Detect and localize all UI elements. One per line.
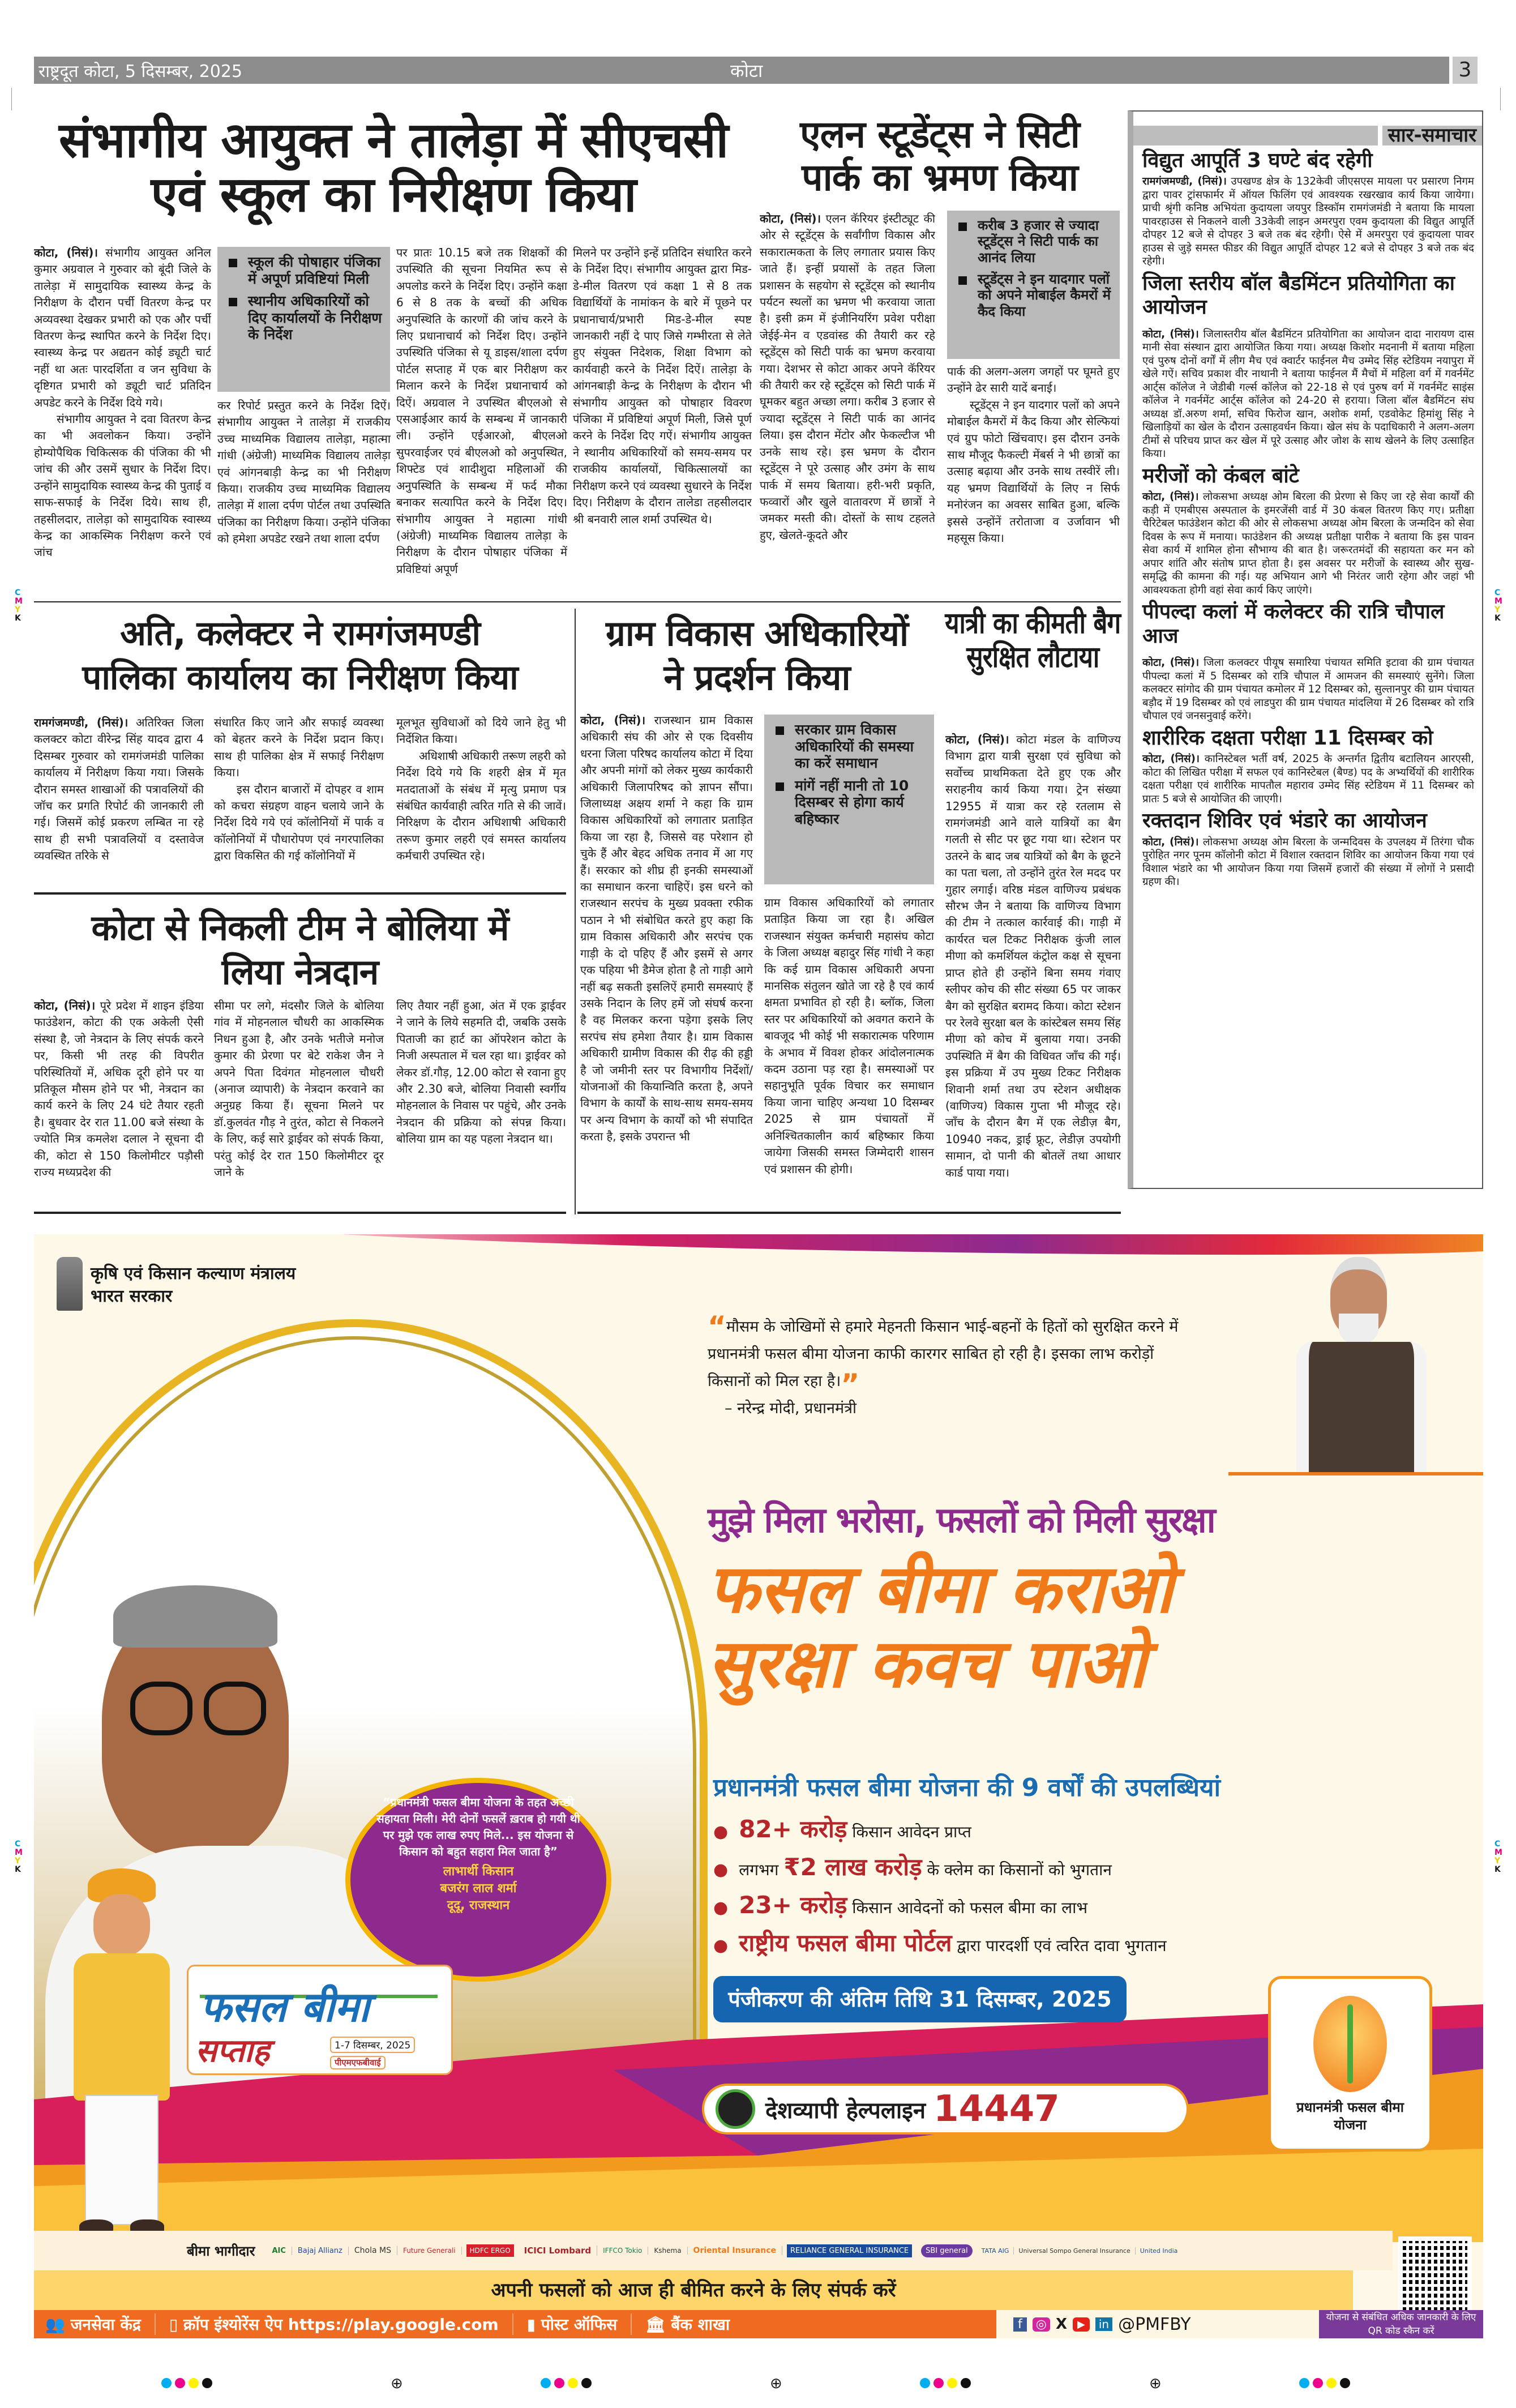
highlight-item: करीब 3 हजार से ज्यादा स्टूडेंट्स ने सिटी पार्क का आनंद लिया: [956, 217, 1113, 266]
youtube-icon[interactable]: ▶: [1073, 2317, 1090, 2332]
article-column: [760, 211, 935, 596]
article-text: संभागीय आयुक्त अनिल कुमार अग्रवाल ने गुरुवार को बूंदी जिले के तालेड़ा में सामुदायिक स्वास्थ्य केन्द्र के निरीक्षण के दौरान पर्ची वितरण केन्द्र पर अव्यवस्था देखकर प्रभारी को एक और पर्ची वितरण केन्द्र स्थापित करने के निर्देश दिए। स्वास्थ्य केन्द्र पर अद्यतन कोई ड्यूटी चार्ट नहीं था अतः पारदर्शिता व जन सुविधा के दृष्टिगत प्रभारी को ड्यूटी चार्ट प्रतिदिन अपडेट करने के निर्देश दिये गये।: [34, 246, 211, 409]
national-emblem-icon: [57, 1257, 83, 1311]
postbox-icon: ▮: [526, 2315, 541, 2334]
achievement-figure: 23+ करोड़: [739, 1891, 847, 1919]
sidebar-label-text: सार-समाचार: [1382, 126, 1482, 146]
testimonial-place: दूदू, राजस्थान: [447, 1898, 510, 1913]
highlight-item: सरकार ग्राम विकास अधिकारियों की समस्या का करें समाधान: [773, 721, 927, 772]
article-text: मूलभूत सुविधाओं को दिये जाने हेतु भी निर्देशित किया।: [396, 716, 566, 746]
brief-title: मरीजों को कंबल बांटे: [1142, 464, 1299, 487]
article-column: [217, 397, 391, 596]
channel-app[interactable]: ▯ क्रॉप इंश्योरेंस ऐप https://play.google.com: [156, 2313, 513, 2335]
article-text: लिए तैयार नहीं हुआ, अंत में एक ड्राईवर ने जाने के लिये सहमति दी, जबकि उसके पिताजी का हार्ट का ऑपरेशन कोटा के निजी अस्पताल में चल रहा था। ड्राईवर को लेकर डॉ.गौड़, 12.00 कोटा से रवाना हुए और 2.30 बजे, बोलिया निवासी स्वर्गीय मोहनलाल के निवास पर पहुंचे, और उनके नेत्रदान की प्रक्रिया को संपन्न किया। बोलिया ग्राम का यह पहला नेत्रदान था।: [396, 999, 566, 1146]
partner-logo: Chola MS: [349, 2246, 397, 2255]
article-headline: [34, 113, 753, 223]
partner-logo: AIC: [266, 2247, 292, 2255]
helpline-badge: [702, 2084, 1189, 2135]
highlight-box: [764, 715, 934, 884]
divider: [34, 1212, 566, 1214]
article-text: पर प्रातः 10.15 बजे तक शिक्षकों की उपस्थिति की सूचना नियमित रूप से अपलोड करने के निर्देश दिए। उन्होंने कक्षा 6 से 8 तक के बच्चों की अधिक अनुपस्थिति के कारणों की जांच करने के लिए प्रधानाचार्य को निर्देश दिए। उन्होंने उपस्थिति पंजिका से यू डाइस/शाला दर्पण पोर्टल सप्ताह में एक बार निरीक्षण कर मिलान करने के निर्देश प्रधानाचार्य को दिऐं। अग्रवाल ने उपस्थित बीएलओ से एसआईआर कार्य के सम्बन्ध में जानकारी ली। उन्होंने एईआरओ, बीएलओ सुपरवाईजर एवं बीएलओ को अनुपस्थित, शिफ्टेड एवं शादीशुदा महिलाओं की अनुपस्थिति के सम्बन्ध में फर्द मौका बनाकर सत्यापित करने के निर्देश दिए। संभागीय आयुक्त ने महात्मा गांधी (अंग्रेजी) माध्यमिक विद्यालय तालेड़ा के निरीक्षण के दौरान पोषाहार पंजिका में प्रविष्टियां अपूर्ण: [396, 246, 567, 576]
brief-item: [1142, 464, 1474, 597]
insurance-partners-row: [34, 2231, 1393, 2270]
ad-slogan: [708, 1551, 1251, 1701]
article-text: मिलने पर उन्होंने इन्हें प्रतिदिन संधारित करने के निर्देश दिए। संभागीय आयुक्त द्वारा मिड-डे-मील वितरण एवं कक्षा 1 से 8 तक विद्यार्थियों के नामांकन के बारे में पूछने पर प्रधानाचार्य/प्रभारी मिड-डे-मील स्पष्ट जानकारी नहीं दे पाए जिसे गम्भीरता से लेते हुए संयुक्त निदेशक, शिक्षा विभाग को कार्यवाही करने के निर्देश दिऐं। तालेड़ा के आंगनबाड़ी केन्द्र के निरीक्षण के दौरान भी संभागीय आयुक्त को पोषाहार विवरण पंजिका में प्रविष्टियां अपूर्ण मिली, जिसे पूर्ण करने के निर्देश दिए गऐं। संभागीय आयुक्त ने स्थानीय अधिकारियों को समय-समय पर राजकीय कार्यालयों, चिकित्सालयों का निरीक्षण करने एवं व्यवस्था सुधारने के निर्देश दिए। निरीक्षण के दौरान तालेडा तहसीलदार श्री बनवारी लाल शर्मा उपस्थित थे।: [573, 246, 752, 526]
farmer-testimonial-bubble: [345, 1778, 611, 1982]
article-headline: [759, 113, 1121, 199]
cartoon-farmer-illustration: [57, 1868, 187, 2242]
crop-mark: [11, 88, 12, 110]
ministry-line: भारत सरकार: [91, 1286, 173, 1306]
article-text: इस दौरान बाजारों में दोपहर व शाम को कचरा संग्रहण वाहन चलाये जाने के निर्देश दिये गये एवं कॉलोनियों में पार्क व कॉलोनियों में पौधारोपण एवं नगरपालिका द्वारा विकसित की गई कॉलोनियों में: [214, 782, 384, 863]
partner-logo: IFFCO Tokio: [597, 2247, 648, 2255]
channel-jansewa: 👥 जनसेवा केंद्र: [34, 2313, 156, 2335]
people-icon: 👥: [45, 2315, 71, 2334]
brief-title: रक्तदान शिविर एवं भंडारे का आयोजन: [1142, 809, 1427, 833]
article-column: [34, 245, 211, 596]
partner-logo: Kshema: [648, 2247, 687, 2255]
crosshair-mark: ⊕: [770, 2375, 782, 2392]
article-headline: यात्री का कीमती बैग सुरक्षित लौटाया: [945, 606, 1121, 674]
dateline: कोटा, (निसं)।: [1142, 328, 1199, 340]
pmfby-advertisement: [34, 1234, 1483, 2338]
highlight-item: मांगें नहीं मानी तो 10 दिसम्बर से होगा कार्य बहिष्कार: [773, 777, 927, 828]
article-column: [396, 998, 566, 1207]
testimonial-label: लाभार्थी किसान: [443, 1864, 514, 1879]
partner-logo: SBI general: [921, 2244, 973, 2257]
cmyk-mark: C M Y K: [1494, 1840, 1502, 1874]
mobile-icon: ▯: [169, 2315, 183, 2334]
quote-text: मौसम के जोखिमों से हमारे मेहनती किसान भाई-बहनों के हितों को सुरक्षित करने में प्रधानमंत्री फसल बीमा योजना काफी कारगर साबित हो रही है। इसका लाभ करोड़ों किसानों को मिल रहा है।: [708, 1318, 1179, 1390]
partner-logo: TATA AIG: [977, 2247, 1014, 2255]
highlight-item: स्टूडेंट्स ने इन यादगार पलों को अपने मोबाईल कैमरों में कैद किया: [956, 271, 1113, 319]
brief-title: पीपल्दा कलां में कलेक्टर की रात्रि चौपाल आज: [1142, 600, 1445, 648]
logo-title: फसल बीमा: [200, 1983, 370, 2031]
dateline: कोटा, (निसं)।: [945, 733, 1009, 746]
article-headline: [579, 611, 935, 699]
headline-line: एवं स्कूल का निरीक्षण किया: [151, 166, 636, 224]
headline-line: एलन स्टूडेंट्स ने सिटी: [800, 113, 1080, 156]
headline-line: ग्राम विकास अधिकारियों: [605, 613, 909, 654]
article-text: कोटा मंडल के वाणिज्य विभाग द्वारा यात्री सुरक्षा एवं सुविधा को सर्वोच्च प्राथमिकता देते हुए एक और सराहनीय कार्य किया गया। ट्रेन संख्या 12955 में यात्रा कर रहे रतलाम से रामगंजमंडी आने वाले यात्रियों का बैग गलती से सीट पर छूट गया था। स्टेशन पर उतरने के बाद जब यात्रियों को बैग के छूटने का पता चला, तो उन्होंने तुरंत रेल मदद पर गुहार लगाई। वरिष्ठ मंडल वाणिज्य प्रबंधक सौरभ जैन ने बताया कि वाणिज्य विभाग की टीम ने तत्काल कार्रवाई की। गाड़ी में कार्यरत चल टिकट निरीक्षक कुंजी लाल मीणा को कमर्शियल कंट्रोल कक्ष से सूचना प्राप्त होते ही उन्होंने बिना समय गंवाए स्लीपर कोच की सीट संख्या 65 पर जाकर बैग को सुरक्षित बरामद किया। कोटा स्टेशन पर रेलवे सुरक्षा बल के कांस्टेबल समय सिंह मीणा को कोच में बुलाया गया। उनकी उपस्थिति में बैग की विधिवत जाँच की गई। इस प्रक्रिया में उप मुख्य टिकट निरीक्षक शिवानी शर्मा तथा उप स्टेशन अधीक्षक (वाणिज्य) विकास गुप्ता भी मौजूद रहे। जाँच के दौरान बैग में एक लेडीज़ बैग, 10940 नकद, ड्राई फ्रूट, लेडीज़ उपयोगी सामान, दो पानी की बोतलें तथा आधार कार्ड पाया गया।: [945, 733, 1121, 1179]
logo-text: प्रधानमंत्री फसल बीमा योजना: [1296, 2099, 1404, 2133]
brief-item: [1142, 600, 1474, 722]
divider: [577, 1212, 1121, 1214]
glasses-icon: [130, 1682, 192, 1735]
article-text: कर रिपोर्ट प्रस्तुत करने के निर्देश दिऐं। संभागीय आयुक्त ने तालेड़ा में राजकीय उच्च माध्यमिक विद्यालय तालेड़ा, महात्मा गांधी (अंग्रेजी) माध्यमिक विद्यालय तालेड़ा एवं आंगनबाड़ी केन्द्र का भी निरीक्षण किया। राजकीय उच्च माध्यमिक विद्यालय तालेड़ा में शाला दर्पण पोर्टल तथा उपस्थिति पंजिका का निरीक्षण किया। उन्होंने पंजिका को हमेशा अपडेट रखने तथा शाला दर्पण: [217, 399, 391, 546]
achievement-figure: 82+ करोड़: [739, 1815, 847, 1843]
brief-text: जिलास्तरीय बॉल बैडमिंटन प्रतियोगिता का आयोजन दादा नारायण दास मानी सेवा संस्थान द्वारा आयोजित किया गया। अध्यक्ष किशोर मदनानी में बताया महिला एवं पुरुष दोनों वर्गों में लीग मैच एवं क्वार्टर फाईनल मैच उम्मेद सिंह स्टेडियम नयापुरा में खेले गऐं। सचिव प्रकाश वीर नाथानी ने बताया फाईनल मैं मैचों में महिला वर्ग में गवर्नमेंट आर्ट्स कॉलेज ने जेडीबी गर्ल्स कॉलेज को 22-18 से एवं पुरुष वर्ग में गवर्नमेंट साइंस कॉलेज ने गवर्नमेंट आर्ट्स कॉलेज को 24-20 से हराया। जिला बॉल बैडमिंटन संघ अध्यक्ष डॉ.अरुण शर्मा, सचिव फिरोज खान, अशोक शर्मा, एडवोकेट हिमांशु सिंह ने खिलाड़ियों का खेल के दौरान उत्साहवर्धन किया। खेल संघ के पदाधिकारी ने अलग-अलग टीमों से परिचय प्राप्त कर खेल में पूरे उत्साह और जोश के साथ खेलने के लिए उत्साहित किया।: [1142, 328, 1475, 460]
column-divider: [575, 609, 576, 1214]
achievement-figure: राष्ट्रीय फसल बीमा पोर्टल: [739, 1929, 952, 1957]
highlight-item: स्थानीय अधिकारियों को दिए कार्यालयों के निरीक्षण के निर्देश: [226, 293, 383, 343]
ministry-name: [91, 1263, 296, 1308]
qr-instruction: योजना से संबंधित अधिक जानकारी के लिए QR कोड स्कैन करें: [1319, 2310, 1483, 2338]
article-headline-wrap: [944, 607, 1121, 726]
dateline: कोटा, (निसं)।: [760, 212, 821, 225]
slogan-line: फसल बीमा कराओ: [708, 1550, 1174, 1628]
article-text: संभागीय आयुक्त ने दवा वितरण केन्द्र का भी अवलोकन किया। उन्होंने होम्योपैथिक चिकित्सक की पंजिका की भी जांच की और उसमें सुधार के निर्देश दिए। उन्होंने सामुदायिक स्वास्थ्य केन्द्र की पुताई व साफ-सफाई के निर्देश दिये। साथ ही, तहसीलदार, तालेड़ा को सामुदायिक स्वास्थ्य केन्द्र का आकस्मिक निरीक्षण करने एवं जांच: [34, 412, 211, 559]
article-column: [396, 715, 566, 884]
article-column: [573, 245, 752, 596]
social-links: [996, 2310, 1319, 2338]
brief-text: जिला कलक्टर पीयूष समारिया पंचायत समिति इटावा की ग्राम पंचायत पीपल्दा कलां में 5 दिसम्बर को रात्रि चौपाल में आमजन की समस्याएं सुनेंगे। जिला कलक्टर सांगोद की ग्राम पंचायत कमोलर में 12 दिसम्बर को, सुल्तानपुर की ग्राम पंचायत बड़ौद में 19 दिसम्बर को एवं लाडपुरा की ग्राम पंचायत मांदलिया में 26 दिसम्बर को रात्रि चौपाल एवं जनसनुवाई करेंगे।: [1142, 657, 1474, 722]
brief-title: जिला स्तरीय बॉल बैडमिंटन प्रतियोगिता का आयोजन: [1142, 271, 1455, 319]
farmer-hair: [113, 1585, 277, 1648]
article-text: अतिरिक्त जिला कलक्टर कोटा वीरेन्द्र सिंह यादव द्वारा 4 दिसम्बर गुरुवार को रामगंजमंडी पालिका कार्यालय में निरीक्षण किया गया। जिसके दौरान समस्त शाखाओं की पत्रावलियों की जॉच कर प्रगति रिपोर्ट की जानकारी ली गई। जिसमें कोई प्रकरण लम्बित ना रहे साथ ही सभी पत्रावलियों व दस्तावेज व्यवस्थित तरिके से: [34, 716, 204, 863]
dateline: कोटा, (निसं)।: [34, 246, 98, 259]
ad-tagline: मुझे मिला भरोसा, फसलों को मिली सुरक्षा: [708, 1499, 1215, 1541]
facebook-icon[interactable]: f: [1013, 2317, 1027, 2332]
headline-line: पार्क का भ्रमण किया: [802, 155, 1078, 199]
highlight-item: स्कूल की पोषाहार पंजिका में अपूर्ण प्रविष्टियां मिली: [226, 254, 383, 287]
highlight-box: [947, 211, 1120, 359]
brief-item: [1142, 809, 1474, 888]
partner-logo: HDFC ERGO: [466, 2244, 514, 2257]
article-text: सीमा पर लगे, मंदसौर जिले के बोलिया गांव में मोहनलाल चौधरी का आकस्मिक निधन हुआ है, और उनके भतीजे मनोज कुमार की प्रेरणा पर बेटे राकेश जैन ने अपने पिता दिवंगत मोहनलाल चौधरी (अनाज व्यापारी) के नेत्रदान करवाने का अनुग्रह किया हैं। सूचना मिलने पर डॉ.कुलवंत गौड़ ने तुरंत, कोटा से निकलने के लिए, कई सारे ड्राईवर को संपर्क किया, परंतु कोई देर रात 150 किलोमीटर दूर जाने के: [214, 999, 384, 1179]
article-column: [34, 998, 204, 1207]
qr-code[interactable]: [1398, 2236, 1472, 2316]
article-column: [214, 998, 384, 1207]
article-headline: [34, 906, 566, 994]
partner-logo: Oriental Insurance: [688, 2246, 782, 2255]
partner-logo: Universal Sompo General Insurance: [1014, 2247, 1135, 2255]
highlight-box: [217, 247, 390, 392]
pmfby-logo: [1268, 1976, 1432, 2152]
helpline-number: 14447: [933, 2088, 1060, 2130]
quote-attribution: – नरेन्द्र मोदी, प्रधानमंत्री: [725, 1400, 857, 1417]
logo-tag: पीएमएफबीवाई: [330, 2056, 386, 2069]
quote-open-icon: “: [708, 1310, 726, 1343]
prime-minister-photo: [1262, 1257, 1461, 1472]
brief-text: उपखण्ड क्षेत्र के 132केवी जीएसएस मायला पर प्रसारण निगम द्वारा पावर ट्रांसफार्मर में ऑयल फिलिंग एवं आवश्यक रखरखाव कार्य किया जायेगा। प्राची श्रृंगी कनिष्ठ अभियंता कुदायला जयपुर डिस्कॉम रामगंजमंडी ने बताया कि मायला पावरहाउस से निकलने वाली 33केवी लाइन अमरपुरा एवम कुदायला की विद्युत आपूर्ति दोपहर 12 बजे से दोपहर 3 बजे तक बंद रहेगी। ऐसे में अमरपुरा एवं कुदायला पावर हाउस से जुड़े समस्त फीडर की विद्युत आपूर्ति दोपहर 12 बजे से दोपहर 3 बजे तक बंद रहेगी।: [1142, 176, 1474, 268]
article-text: पार्क की अलग-अलग जगहों पर घूमते हुए उन्होंने ढेर सारी यादें बनाई।: [947, 365, 1120, 395]
registration-marks: [1299, 2378, 1354, 2390]
channels-bar: [34, 2310, 996, 2338]
registration-marks: [161, 2378, 216, 2390]
article-column: [945, 732, 1121, 1211]
dateline: कोटा, (निसं)।: [580, 713, 646, 727]
brief-item: [1142, 726, 1474, 806]
quote-close-icon: ”: [841, 1368, 860, 1401]
achievement-figure: ₹2 लाख करोड़: [783, 1853, 922, 1881]
brief-text: लोकसभा अध्यक्ष ओम बिरला की प्रेरणा से किए जा रहे सेवा कार्यों की कड़ी में एमबीएस अस्पताल के इमरजेंसी वार्ड में 30 कंबल वितरण किए गए। प्रतीक्षा चैरिटेबल फाउंडेशन कोटा की ओर से लोकसभा अध्यक्ष ओम बिरला के जन्मदिन को सेवा दिवस के रूप में मनाया। फाउंडेशन की अध्यक्ष प्रतीक्षा पारीक ने बताया कि इस पावन सेवा कार्य में शामिल होना सौभाग्य की बात है। जरूरतमंदों की सहायता कर मन को अपार शांति और संतोष प्राप्त होता है। इस अवसर पर मरीजों के स्वास्थ्य और सुख-समृद्धि की कामना की गई। यह अभियान आगे भी निरंतर जारी रहेगा और जहां भी आवश्यकता होगी वहां सेवा कार्य किए जाएंगे।: [1142, 491, 1474, 596]
logo-subtitle: सप्ताह: [195, 2033, 270, 2069]
article-column: [34, 715, 204, 884]
dateline: कोटा, (निसं)।: [1142, 491, 1199, 503]
article-text: स्टूडेंट्स ने इन यादगार पलों को अपने मोबाईल कैमरों में कैद किया और सेल्फियां एवं ग्रुप फोटो खिंचवाए। इस दौरान उनके साथ मौजूद फैकल्टी मेंबर्स ने भी छात्रों का उत्साह बढ़ाया और उनके साथ तस्वीरें ली। यह भ्रमण विद्यार्थियों के लिए न सिर्फ मनोरंजन का अवसर साबित हुआ, बल्कि इससे उन्होंनें तरोताजा व उर्जावान भी महसूस किया।: [947, 397, 1120, 545]
achievement-item: ● 23+ करोड़ किसान आवेदनों को फसल बीमा का लाभ: [713, 1891, 1088, 1919]
headline-line: लिया नेत्रदान: [221, 951, 379, 993]
logo-dates: 1-7 दिसम्बर, 2025: [330, 2037, 415, 2053]
news-brief-sidebar: [1128, 110, 1483, 1189]
helpline-label: देशव्यापी हेल्पलाइन: [765, 2097, 926, 2124]
crosshair-mark: ⊕: [391, 2375, 403, 2392]
article-text: अधिशाषी अधिकारी तरूण लहरी को निर्देश दिये गये कि शहरी क्षेत्र में मृत मतदाताओं के संबंध में मृत्यु प्रमाण पत्र संबंधित कार्यवाही त्वरित गति से की जावें। निरिक्षण के दौरान अधिशाषी अधिकारी तरूण कुमार लहरी एवं समस्त कार्यालय कर्मचारी उपस्थित रहे।: [396, 749, 566, 863]
headline-line: अति, कलेक्टर ने रामगंजमण्डी: [120, 614, 480, 653]
phone-farmer-icon: [716, 2089, 755, 2129]
divider: [34, 892, 566, 895]
x-icon[interactable]: X: [1055, 2316, 1067, 2333]
brief-item: [1142, 149, 1474, 268]
divider: [1228, 1472, 1483, 1475]
glasses-icon: [204, 1682, 266, 1735]
brief-text: कानिस्टेबल भर्ती वर्ष, 2025 के अन्तर्गत द्वितीय बटालियन आरएसी, कोटा की लिखित परीक्षा में सफल एवं कानिस्टेबल (बैण्ड) पद के अभ्यर्थियों की शारीरिक दक्षता परीक्षा एवं शारीरिक मापतौल महाराव उम्मेद सिंह स्टेडियम में 11 दिसम्बर को प्रातः 5 बजे से आयोजित की जाएगी।: [1142, 753, 1474, 805]
article-column: [764, 895, 934, 1212]
achievements-title: प्रधानमंत्री फसल बीमा योजना की 9 वर्षों की उपलब्धियां: [713, 1773, 1220, 1802]
testimonial-text: “प्रधानमंत्री फसल बीमा योजना के तहत अच्छी सहायता मिली। मेरी दोनों फसलें ख़राब हो गयी थी पर मुझे एक लाख रुपए मिले... इस योजना से किसान को बहुत सहारा मिल जाता है”: [376, 1795, 580, 1858]
channel-bank: 🏛 बैंक शाखा: [645, 2315, 730, 2334]
crosshair-mark: ⊕: [1149, 2375, 1162, 2392]
dateline: रामगंजमण्डी, (निसं)।: [34, 716, 129, 729]
slogan-line: सुरक्षा कवच पाओ: [708, 1624, 1146, 1703]
achievements-list: [713, 1812, 1257, 1964]
dateline: कोटा, (निसं)।: [1142, 836, 1199, 848]
page-number: 3: [1453, 57, 1478, 84]
testimonial-name: बजरंग लाल शर्मा: [440, 1881, 517, 1896]
brief-item: [1142, 272, 1474, 461]
partners-label: बीमा भागीदार: [187, 2243, 255, 2259]
wheat-hands-icon: [1313, 1996, 1387, 2092]
headline-line: संभागीय आयुक्त ने तालेड़ा में सीएचसी: [58, 112, 729, 169]
partner-logo: RELIANCE GENERAL INSURANCE: [787, 2244, 912, 2257]
dateline: कोटा, (निसं)।: [1142, 657, 1200, 669]
article-text: एलन कॅरियर इंस्टीट्यूट की ओर से स्टूडेंट्स के सर्वांगीण विकास और सकारात्मकता के लिए लगातार प्रयास किए जाते हैं। इन्हीं प्रयासों के तहत जिला प्रशासन के सहयोग से स्टूडेंट्स को स्थानीय पर्यटन स्थलों का भ्रमण भी करवाया जाता है। इसी क्रम में इंजीनियरिंग प्रवेश परीक्षा जेईई-मेन व एडवांस्ड की तैयारी कर रहे स्टूडेंट्स को सिटी पार्क का भ्रमण करवाया गया। देशभर से कोटा आकर अपने कॅरियर की तैयारी कर रहे स्टूडेंट्स को सिटी पार्क में घूमकर बहुत अच्छा लगा। करीब 3 हजार से ज्यादा स्टूडेंट्स ने सिटी पार्क का आनंद लिया। इस दौरान मेंटोर और फेकल्टीज भी उनके साथ रहे। इस भ्रमण के दौरान स्टूडेंट्स ने पूरे उत्साह और उमंग के साथ पार्क में समय बिताया। हरी-भरी प्रकृति, फव्वारों और खुले वातावरण में छात्रों ने जमकर मस्ती की। दोस्तों के साथ टहलते हुए, खेलते-कूदते और: [760, 212, 935, 542]
article-column: [947, 363, 1120, 596]
divider: [34, 601, 1121, 602]
crop-mark: [1500, 88, 1501, 110]
deadline-text: पंजीकरण की अंतिम तिथि 31 दिसम्बर, 2025: [728, 1987, 1112, 2012]
partner-logo: United India: [1140, 2247, 1178, 2255]
cmyk-mark: C M Y K: [15, 588, 23, 623]
article-column: [214, 715, 384, 884]
achievement-item: ● राष्ट्रीय फसल बीमा पोर्टल द्वारा पारदर्शी एवं त्वरित दावा भुगतान: [713, 1929, 1167, 1957]
ministry-line: कृषि एवं किसान कल्याण मंत्रालय: [91, 1264, 296, 1284]
channel-post-office: ▮ पोस्ट ऑफिस: [513, 2313, 632, 2335]
dateline: कोटा, (निसं)।: [1142, 753, 1200, 765]
article-column: [580, 712, 753, 1211]
headline-line: ने प्रदर्शन किया: [663, 656, 850, 698]
headline-line: कोटा से निकली टीम ने बोलिया में: [91, 907, 509, 948]
article-headline: [34, 611, 566, 700]
registration-marks: [920, 2378, 974, 2390]
brief-text: लोकसभा अध्यक्ष ओम बिरला के जन्मदिवस के उपलक्ष्य में तिरंगा चौक पुरोहित नगर पूनम कॉलोनी कोटा में विशाल रक्तदान शिविर का आयोजन किया गया एवं विशाल भंडारे का भी आयोजन किया गया जिसमें हजारों की संख्या में लोगों ने प्रसादी ग्रहण की।: [1142, 836, 1474, 888]
instagram-icon[interactable]: ◎: [1033, 2317, 1050, 2332]
contact-call-to-action: अपनी फसलों को आज ही बीमित करने के लिए संपर्क करें: [34, 2270, 1353, 2310]
bank-icon: 🏛: [645, 2315, 671, 2334]
edition-date: राष्ट्रदूत कोटा, 5 दिसम्बर, 2025: [38, 61, 243, 82]
partner-logo: ICICI Lombard: [519, 2246, 597, 2256]
registration-marks: [541, 2378, 595, 2390]
achievement-item: ● लगभग ₹2 लाख करोड़ के क्लेम का किसानों को भुगतान: [713, 1853, 1112, 1881]
cmyk-mark: C M Y K: [1494, 588, 1502, 623]
partner-logo: Future Generali: [397, 2247, 462, 2255]
fasal-bima-saptah-logo: [187, 1965, 453, 2075]
dateline: रामगंजमण्डी, (निसं)।: [1142, 176, 1227, 188]
partner-logo: Bajaj Allianz: [292, 2247, 349, 2255]
cmyk-mark: C M Y K: [15, 1840, 23, 1874]
social-handle: @PMFBY: [1118, 2314, 1191, 2334]
pm-quote: [708, 1310, 1194, 1422]
article-text: ग्राम विकास अधिकारियों को लगातार प्रताड़ित किया जा रहा है। अखिल राजस्थान संयुक्त कर्मचारी महासंघ कोटा के जिला अध्यक्ष बहादुर सिंह गांधी ने कहा कि कई ग्राम विकास अधिकारी अपना मानसिक संतुलन खोते जा रहे है एवं कार्य क्षमता प्रभावित हो रही है। ब्लॉक, जिला स्तर पर अधिकारियों को अवगत कराने के बावजूद भी कोई भी सकारात्मक परिणाम के अभाव में विवश होकर आंदोलनात्मक कदम उठाना पड़ रहा है। समस्याओं पर सहानुभूति पूर्वक विचार कर समाधान किया जाना चाहिए अन्यथा 10 दिसम्बर 2025 से ग्राम पंचायतों में अनिश्चितकालीन कार्य बहिष्कार किया जायेगा जिसकी समस्त जिम्मेदारी शासन एवं प्रशासन की होगी।: [764, 896, 934, 1176]
article-text: राजस्थान ग्राम विकास अधिकारी संघ की ओर से एक दिवसीय धरना जिला परिषद कार्यालय कोटा में दिया और अपनी मांगों को लेकर मुख्य कार्यकारी अधिकारी जिलापरिषद को ज्ञापन सौंपा। जिलाध्यक्ष अक्षय शर्मा ने कहा कि ग्राम विकास अधिकारियों को लगातार प्रताड़ित किया जा रहा है, जिससे वह परेशान हो चुके हैं और बेहद अधिक तनाव में आ गए हैं। सरकार को शीघ्र ही इनकी समस्याओं का समाधान करना चाहिऐं। इस धरने को राजस्थान सरपंच के मुख्य प्रवक्ता रफीक पठान ने भी संबोधित करते हुए कहा कि ग्राम विकास अधिकारी और सरपंच एक गाड़ी के दो पहिए हैं और इसमें से अगर एक पहिया भी डैमेज होता है तो गाड़ी आगे नहीं बढ़ सकती इसलिऐं हमारी समस्याएं हैं उसके निदान के लिए हमें जो संघर्ष करना है वह मिलकर करना पड़ेगा इसके लिए सरपंच संघ हमेशा तैयार है। ग्राम विकास अधिकारी ग्रामीण विकास की रीढ़ की हड्डी है जो जमीनी स्तर पर विभागीय निर्देशों/ योजनाओं की कियान्विति करता है, अपने विभाग के कार्यों के साथ-साथ समय-समय पर अन्य विभाग के कार्यों को भी संपादित करता है, इसके उपरान्त भी: [580, 713, 753, 1144]
sidebar-label: [1133, 126, 1482, 146]
linkedin-icon[interactable]: in: [1095, 2317, 1112, 2331]
page-header-bar: [34, 57, 1449, 84]
brief-title: शारीरिक दक्षता परीक्षा 11 दिसम्बर को: [1142, 726, 1433, 750]
achievement-item: ● 82+ करोड़ किसान आवेदन प्राप्त: [713, 1815, 971, 1843]
registration-deadline-banner: [713, 1976, 1127, 2022]
article-text: पूरे प्रदेश में शाइन इंडिया फाउंडेशन, कोटा की एक अकेली ऐसी संस्था है, जो नेत्रदान के लिए संपर्क करने पर, किसी भी तरह की विपरीत परिस्थितियों में, अधिक दूरी होने पर या प्रतिकूल मौसम होने पर भी, नेत्रदान का कार्य करने के लिए 24 घंटे तैयार रहती है। बुधवार देर रात 11.00 बजे संस्था के ज्योति मित्र कमलेश दलाल ने सूचना दी की, कोटा से 150 किलोमीटर पड़ौसी राज्य मध्यप्रदेश की: [34, 999, 204, 1179]
section-name: कोटा: [730, 59, 763, 82]
article-column: [396, 245, 567, 596]
headline-line: पालिका कार्यालय का निरीक्षण किया: [82, 658, 518, 698]
dateline: कोटा, (निसं)।: [34, 999, 96, 1012]
brief-title: विद्युत आपूर्ति 3 घण्टे बंद रहेगी: [1142, 149, 1373, 172]
article-text: संधारित किए जाने और सफाई व्यवस्था को बेहतर करने के निर्देश प्रदान किए। साथ ही पालिका क्षेत्र में सफाई निरीक्षण किया।: [214, 716, 384, 780]
